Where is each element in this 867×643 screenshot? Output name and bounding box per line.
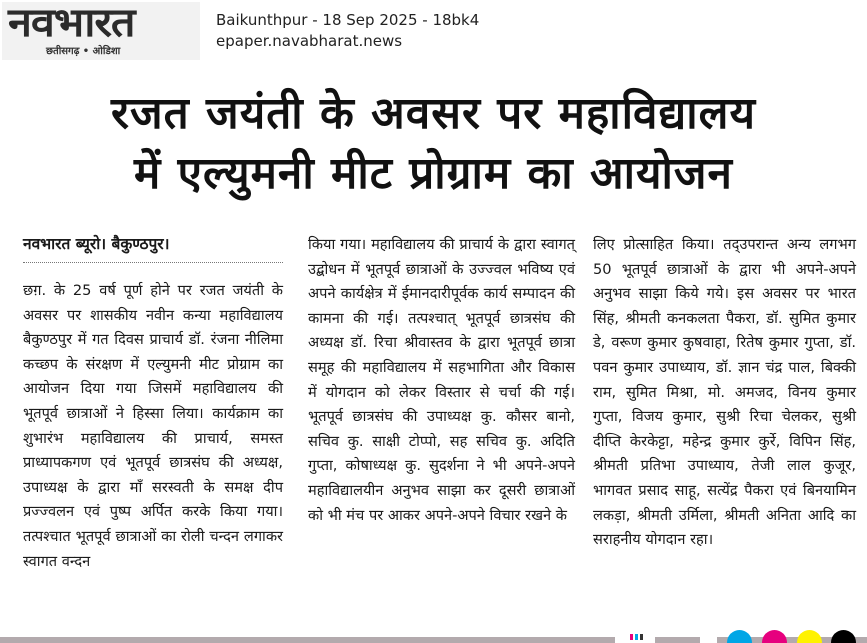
edition-info (216, 10, 479, 52)
headline (0, 84, 867, 204)
strip-gap (700, 637, 717, 643)
ink-dot-yellow (797, 630, 822, 643)
logo-title: नवभारत (8, 0, 135, 46)
logo-subtitle: छतीसगढ़ • ओडिशा (46, 46, 121, 57)
byline: नवभारत ब्यूरो। बैकुण्ठपुर। (23, 232, 283, 263)
ink-dot-black (831, 630, 856, 643)
column-2-text: किया गया। महाविद्यालय की प्राचार्य के द्वारा स्वागत् उद्बोधन में भूतपूर्व छात्राओं के उज्ज्वल भविष्य एवं अपने कार्यक्षेत्र में ईमानदारीपूर्वक कार्य सम्पादन की कामना की गई। तत्पश्चात् भूतपूर्व छात्रसंघ की अध्यक्ष डॉ. रिचा श्रीवास्तव के द्वारा भूतपूर्व छात्रा समूह की महाविद्यालय में सहभागिता और विकास में योगदान को लेकर विस्तार से चर्चा की गई। भूतपूर्व छात्रसंघ की उपाध्यक्ष कु. कौसर बानो, सचिव कु. साक्षी टोप्पो, सह सचिव कु. अदिति गुप्ता, कोषाध्यक्ष कु. सुदर्शना ने भी अपने-अपने महाविद्यालयीन अनुभव साझा कर दूसरी छात्राओं को भी मंच पर आकर अपने-अपने विचार रखने के (308, 236, 575, 524)
masthead (0, 0, 867, 62)
reg-mark-cyan (635, 634, 638, 640)
headline-line-2: में एल्युमनी मीट प्रोग्राम का आयोजन (134, 148, 733, 199)
reg-mark-magenta (630, 634, 633, 640)
newspaper-logo (2, 2, 200, 60)
site-url: epaper.navabharat.news (216, 32, 403, 50)
article-column-1 (23, 232, 283, 574)
column-1-text: छग़. के 25 वर्ष पूर्ण होने पर रजत जयंती के अवसर पर शासकीय नवीन कन्या महाविद्यालय बैकुण्ठपुर में गत दिवस प्राचार्य डॉ. रंजना नीलिमा कच्छप के संरक्षण में एल्युमनी मीट प्रोग्राम का आयोजन दिया गया जिसमें महाविद्यालय की भूतपूर्व छात्राओं ने हिस्सा लिया। कार्यक्राम का शुभारंभ महाविद्यालय की प्राचार्य, समस्त प्राध्यापकगण एवं भूतपूर्व छात्रसंघ की अध्यक्ष, उपाध्यक्ष के द्वारा माँ सरस्वती के समक्ष दीप प्रज्ज्वलन एवं पुष्प अर्पित करके किया गया। तत्पश्चात भूतपूर्व छात्राओं का रोली चन्दन लगाकर स्वागत वन्दन (23, 282, 283, 570)
ink-dot-magenta (762, 630, 787, 643)
registration-marks (630, 634, 643, 640)
article-column-2 (308, 233, 575, 528)
reg-mark-black (640, 634, 643, 640)
headline-line-1: रजत जयंती के अवसर पर महाविद्यालय (111, 88, 756, 139)
column-3-text: लिए प्रोत्साहित किया। तद्उपरान्त अन्य लगभग 50 भूतपूर्व छात्राओं के द्वारा भी अपने-अपने अनुभव साझा किये गये। इस अवसर पर भारत सिंह, श्रीमती कनकलता पैकरा, डॉ. सुमित कुमार डे, वरूण कुमार कुषवाहा, रितेष कुमार गुप्ता, डॉ. पवन कुमार उपाध्याय, डॉ. ज्ञान चंद्र पाल, बिक्की राम, सुमित मिश्रा, मो. अमजद, विनय कुमार गुप्ता, विजय कुमार, सुश्री रिचा चेलकर, सुश्री दीप्ति केरकेट्टा, महेन्द्र कुमार कुर्रे, विपिन सिंह, श्रीमती प्रतिभा उपाध्याय, तेजी लाल कुजूर, भागवत प्रसाद साहू, सत्येंद्र पैकरा एवं बिनयामिन लकड़ा, श्रीमती उर्मिला, श्रीमती अनिता आदि का सराहनीय योगदान रहा। (593, 236, 856, 549)
ink-dot-cyan (727, 630, 752, 643)
edition-line: Baikunthpur - 18 Sep 2025 - 18bk4 (216, 11, 480, 29)
article-column-3 (593, 233, 856, 553)
